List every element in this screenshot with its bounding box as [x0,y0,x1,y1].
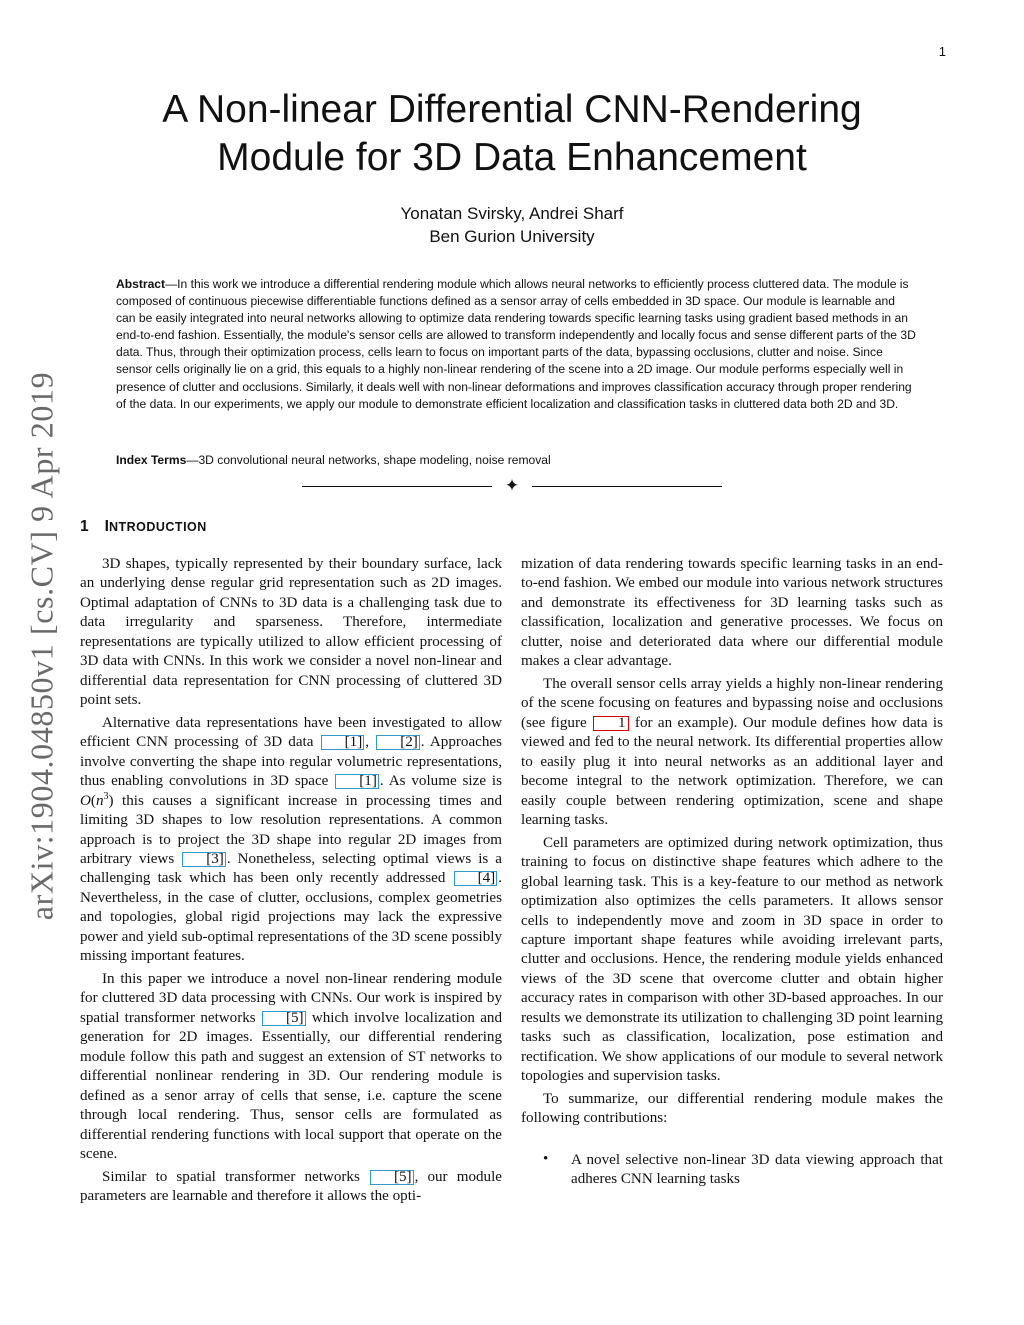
separator-rule-right [532,486,722,487]
text-run: The overall sensor cells array yields a highly non-linear rendering of the scene focusing on features and bypassing noise and occlusions (see figure [521,675,943,731]
index-terms [116,452,916,469]
text-run: for an example). Our module defines how data is viewed and fed to the neural network. Its differential properties allow to easily plug it into neural networks as an additional layer and become integral to the network optimization. Therefore, we can easily couple between rendering optimization, scene and shape learning tasks. [521,714,943,829]
right-column [521,555,943,1190]
text-run: . Nevertheless, in the case of clutter, occlusions, complex geometries and topologies, global rigid projections may lack the expressive power and yield sub-optimal representations of the 3D scene possibly missing important features. [80,870,502,965]
text-run: which involve localization and generation for 2D images. Essentially, our differential rendering module follow this path and suggest an extension of ST networks to differential nonlinear rendering in 3D. Our rendering module is defined as a senor array of cells that sense, i.e. capture the scene through local rendering. Thus, sensor cells are formulated as differential rendering functions with local support that operate on the scene. [80,1009,502,1162]
citation-link[interactable]: [1] [321,735,365,750]
paragraph [521,675,943,831]
affiliation: Ben Gurion University [429,227,595,246]
citation-link[interactable]: [2] [376,735,420,750]
author-block [100,202,924,248]
paragraph [80,970,502,1165]
separator-star-icon: ✦ [504,476,520,495]
text-run: Alternative data representations have been investigated to allow efficient CNN processing of 3D data [80,714,502,751]
paper-title [100,86,924,182]
math-symbol: ) [108,792,114,809]
abstract-text: —In this work we introduce a differential rendering module which allows neural networks to efficiently process cluttered data. The module is composed of continuous piecewise differentiable functions defined as a sensor array of cells embedded in 3D space. Our module is learnable and can be easily integrated into neural networks allowing to optimize data rendering towards specific learning tasks using gradient based methods in an end-to-end fashion. Essentially, the module's sensor cells are allowed to transform independently and locally focus and sense different parts of the 3D data. Thus, through their optimization process, cells learn to focus on important parts of the data, bypassing occlusions, clutter and noise. Since sensor cells originally lie on a grid, this equals to a highly non-linear rendering of the scene into a 2D image. Our module performs especially well in presence of clutter and occlusions. Similarly, it deals well with non-linear deformations and improves classification accuracy through proper rendering of the data. In our experiments, we apply our module to demonstrate efficient localization and classification tasks in cluttered data both 2D and 3D. [116,277,916,411]
paragraph [80,714,502,967]
list-item [521,1151,943,1190]
paragraph: mization of data rendering towards specific learning tasks in an end-to-end fashion. We embed our module into various network structures and demonstrate its effectiveness for 3D learning tasks such as classification, localization and generative processes. We focus on clutter, noise and deteriorated data where our differential module makes a clear advantage. [521,556,943,670]
section-title-rest: NTRODUCTION [108,520,207,534]
paragraph [80,1168,502,1207]
citation-link[interactable]: [4] [454,871,498,886]
title-line-1: A Non-linear Differential CNN-Rendering [162,88,862,131]
authors: Yonatan Svirsky, Andrei Sharf [400,204,624,223]
section-title-initial: I [104,518,109,535]
citation-link[interactable]: [5] [370,1170,414,1185]
math-exponent: 3 [103,790,109,802]
page-number: 1 [938,44,946,59]
text-run: Similar to spatial transformer networks [102,1168,369,1185]
citation-link[interactable]: [3] [182,852,226,867]
arxiv-stamp: arXiv:1904.04850v1 [cs.CV] 9 Apr 2019 [23,371,60,921]
text-run: , [365,734,376,751]
text-run: . Nonetheless, selecting optimal views is a challenging task which has been only recently addressed [80,850,502,887]
math-symbol: n [95,792,104,809]
math-symbol: ( [90,792,96,809]
bullet-icon: • [543,1150,549,1167]
paragraph: Cell parameters are optimized during network optimization, thus training to focus on distinctive shape features which adhere to the global learning task. This is a key-feature to our method as network optimization also optimizes the cells parameters. It allows sensor cells to independently move and zoom in 3D space in order to capture important shape features while avoiding irrelevant parts, clutter and occlusions. Hence, the rendering module yields enhanced views of the 3D scene that overcome clutter and obtain higher accuracy rates in comparison with other 3D-based approaches. In our results we demonstrate its utilization to challenging 3D point learning tasks such as classification, localization, pose estimation and rectification. We show applications of our module to several network topologies and supervision tasks. [521,834,943,1085]
figure-reference-link[interactable]: 1 [593,716,629,731]
index-terms-label: Index Terms [116,453,187,467]
text-run: . Approaches involve converting the shape into regular volumetric representations, thus enabling convolutions in 3D space [80,734,502,790]
abstract [116,276,916,413]
title-line-2: Module for 3D Data Enhancement [217,136,807,179]
section-heading-introduction [80,518,207,536]
section-number: 1 [80,518,89,535]
citation-link[interactable]: [1] [335,774,379,789]
separator-rule-left [302,486,492,487]
text-run: . As volume size is [379,773,502,790]
text-run: , our module parameters are learnable and therefore it allows the opti- [80,1168,502,1205]
paragraph: To summarize, our differential rendering module makes the following contributions: [521,1090,943,1127]
contributions-list [521,1151,943,1190]
abstract-label: Abstract [116,277,166,291]
text-run: In this paper we introduce a novel non-linear rendering module for cluttered 3D data processing with CNNs. Our work is inspired by spatial transformer networks [80,970,502,1026]
left-column [80,555,502,1210]
citation-link[interactable]: [5] [262,1011,306,1026]
paragraph: 3D shapes, typically represented by their boundary surface, lack an underlying dense regular grid representation such as 2D images. Optimal adaptation of CNNs to 3D data is a challenging task due to data irregularity and sparseness. Therefore, intermediate representations are typically utilized to allow efficient processing of 3D data with CNNs. In this work we consider a novel non-linear and differential data representation for CNN processing of cluttered 3D point sets. [80,556,502,709]
section-separator [302,476,722,495]
index-terms-text: —3D convolutional neural networks, shape modeling, noise removal [186,453,551,467]
math-symbol: O [80,792,91,809]
list-item-text: A novel selective non-linear 3D data viewing approach that adheres CNN learning tasks [571,1151,943,1188]
text-run: this causes a significant increase in processing times and limiting 3D shapes to low resolution representations. A common approach is to project the 3D shape into regular 2D images from arbitrary views [80,792,502,867]
